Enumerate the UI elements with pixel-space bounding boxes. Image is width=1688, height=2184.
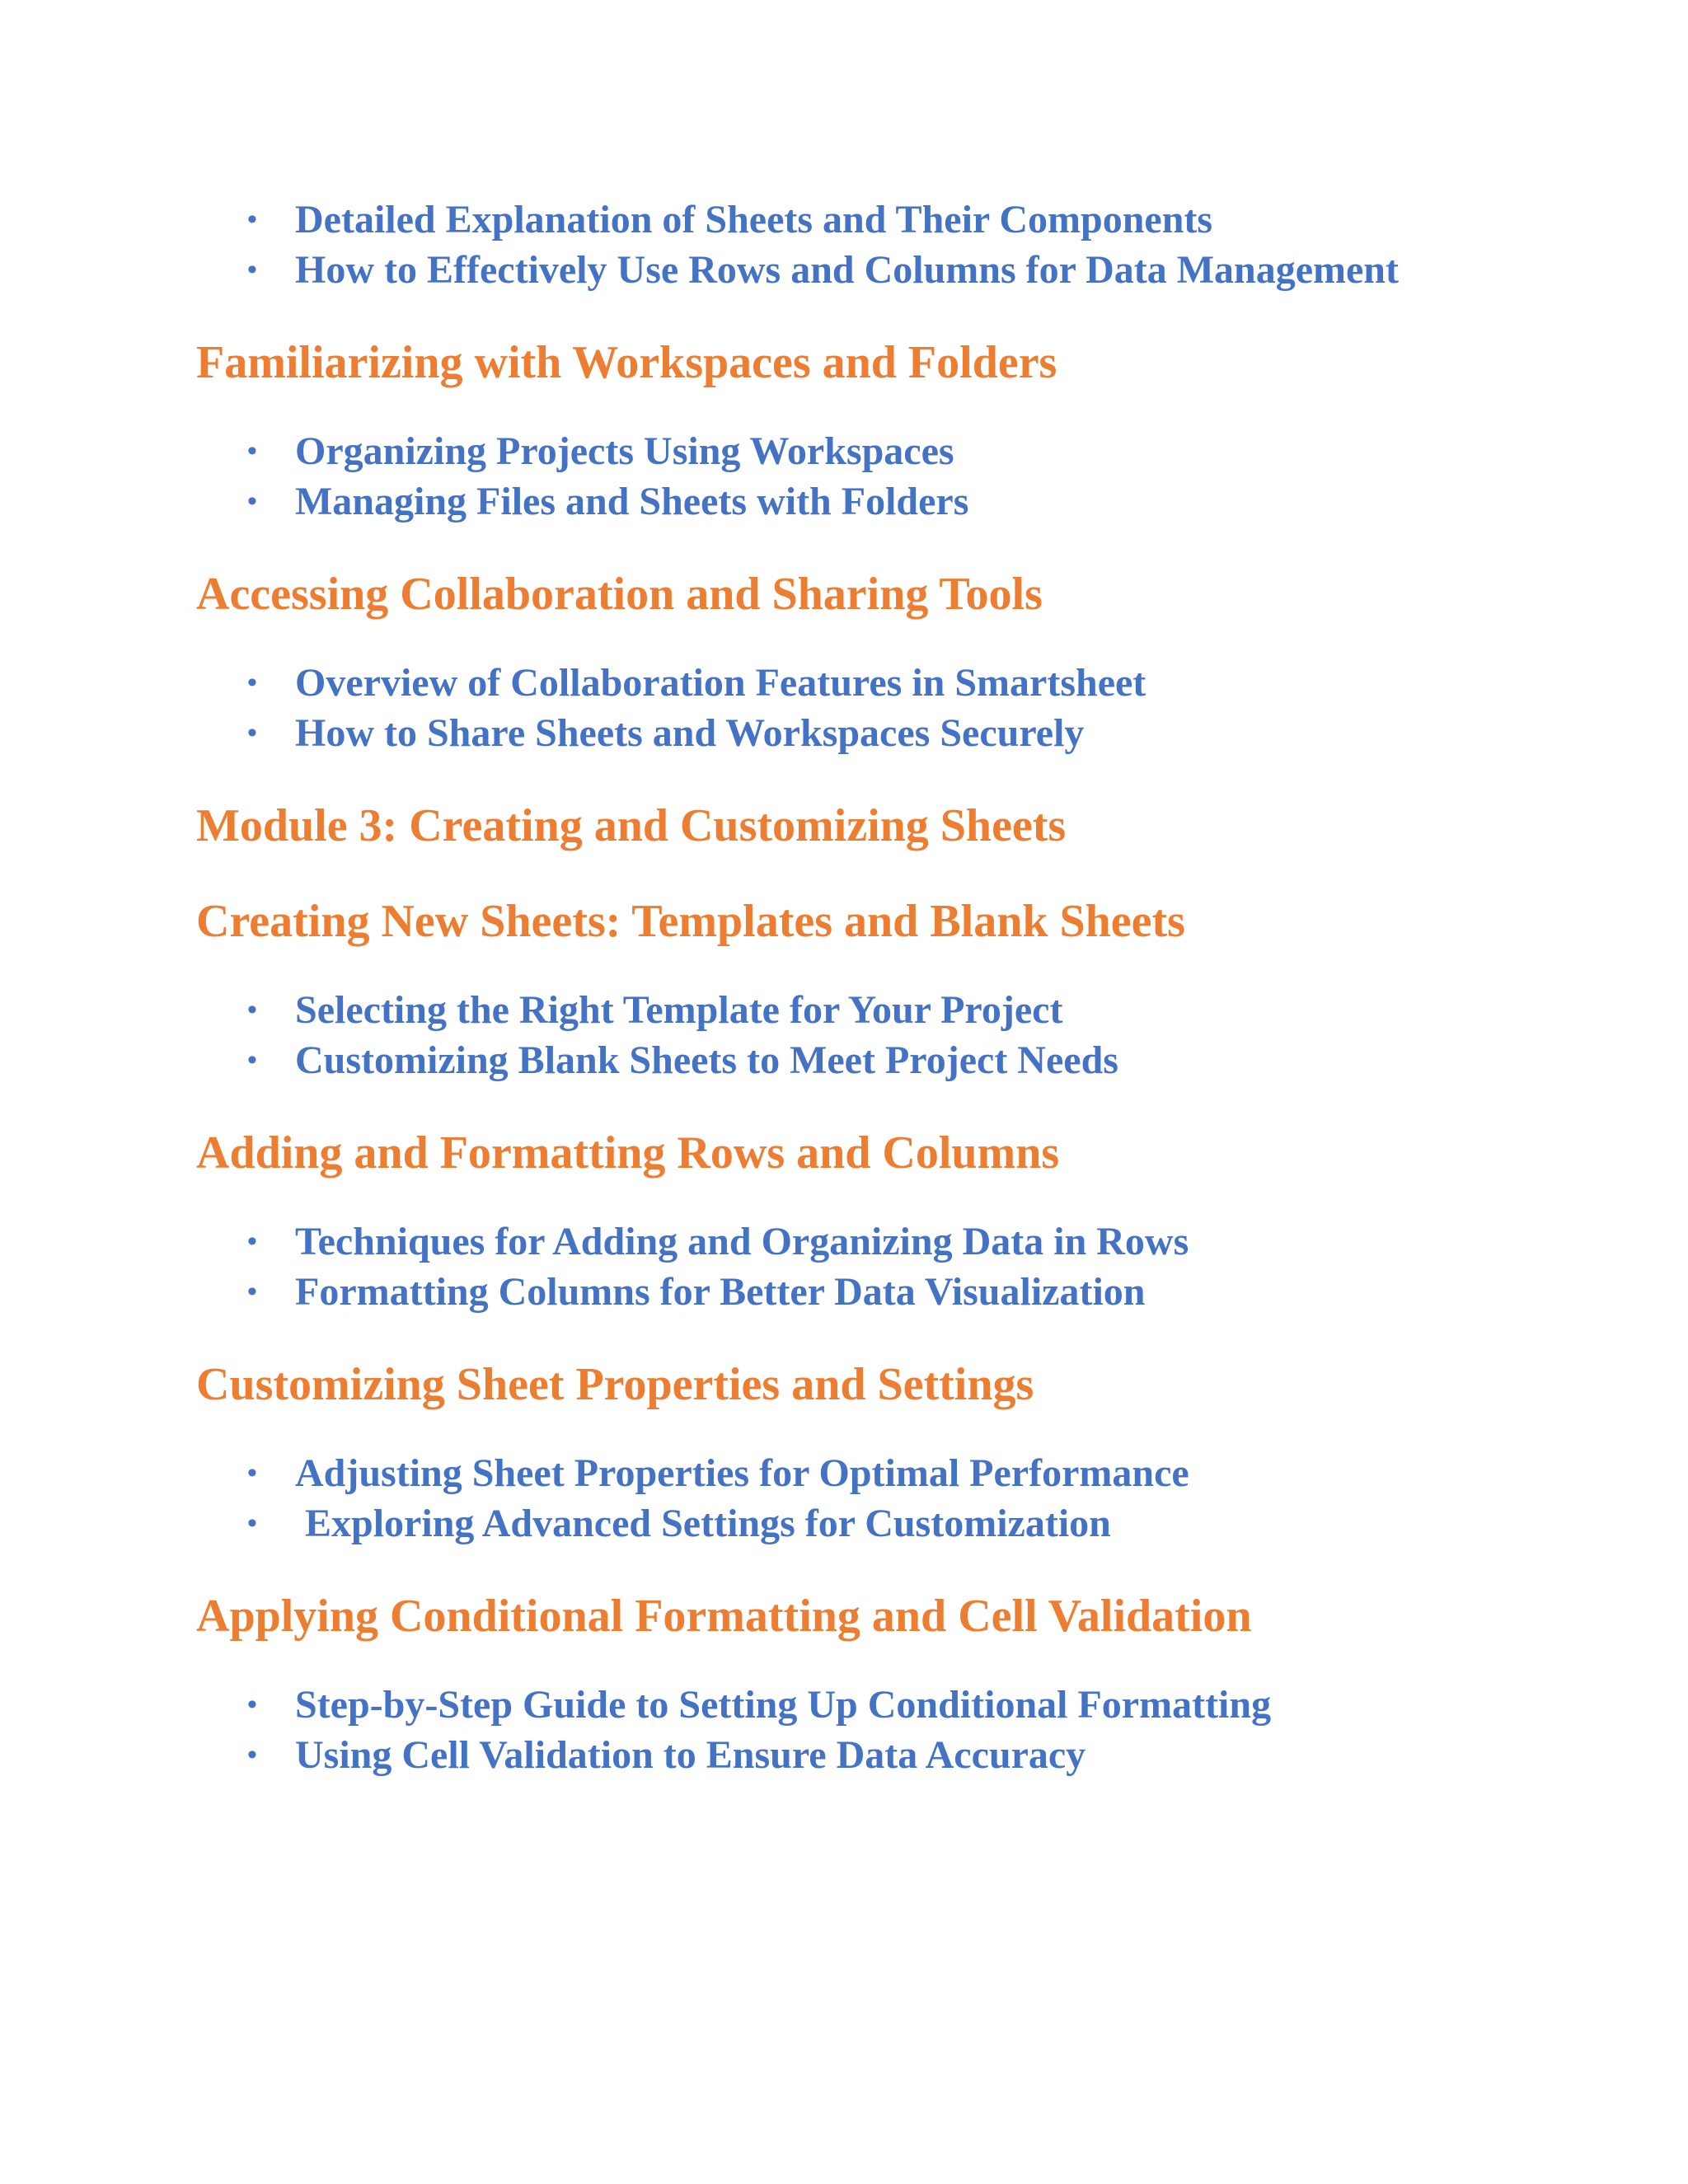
section-heading-workspaces-folders: Familiarizing with Workspaces and Folders (196, 337, 1057, 388)
list-item-text: Adjusting Sheet Properties for Optimal Performance (295, 1451, 1189, 1495)
bullet-icon: • (247, 1690, 257, 1720)
section-heading-sheet-properties: Customizing Sheet Properties and Settings (196, 1359, 1034, 1410)
list-item-text: Customizing Blank Sheets to Meet Project Needs (295, 1038, 1118, 1082)
bullet-icon: • (247, 1458, 257, 1488)
section-heading-creating-new-sheets: Creating New Sheets: Templates and Blank Sheets (196, 896, 1185, 947)
list-item (196, 708, 1498, 758)
list-item-text: Managing Files and Sheets with Folders (295, 480, 969, 523)
bullet-icon: • (247, 1740, 257, 1770)
list-item-text: Step-by-Step Guide to Setting Up Conditional Formatting (295, 1683, 1272, 1727)
list-item (196, 1216, 1498, 1267)
list-item-text: Selecting the Right Template for Your Project (295, 988, 1063, 1032)
document-content (196, 194, 1498, 1780)
bullet-icon: • (247, 1226, 257, 1257)
list-item-text: Techniques for Adding and Organizing Data in Rows (295, 1220, 1189, 1263)
section-heading-collaboration-sharing: Accessing Collaboration and Sharing Tools (196, 569, 1043, 620)
list-item (196, 194, 1498, 245)
list-item (196, 658, 1498, 708)
intro-bullet-list (196, 194, 1498, 295)
list-item (196, 1680, 1498, 1730)
list-item (196, 476, 1498, 527)
section-heading-conditional-formatting: Applying Conditional Formatting and Cell Validation (196, 1591, 1252, 1642)
list-item (196, 1267, 1498, 1317)
section-bullet-list (196, 658, 1498, 758)
section-bullet-list (196, 426, 1498, 527)
bullet-icon: • (247, 255, 257, 285)
module-heading: Module 3: Creating and Customizing Sheets (196, 800, 1067, 851)
list-item (196, 1498, 1498, 1549)
list-item-text: Formatting Columns for Better Data Visualization (295, 1270, 1146, 1314)
list-item-text: How to Share Sheets and Workspaces Securely (295, 711, 1085, 755)
bullet-icon: • (247, 1508, 257, 1539)
list-item-text: How to Effectively Use Rows and Columns for Data Management (295, 248, 1399, 292)
list-item (196, 1448, 1498, 1498)
list-item-text: Organizing Projects Using Workspaces (295, 429, 954, 473)
bullet-icon: • (247, 204, 257, 235)
list-item-text: Using Cell Validation to Ensure Data Accuracy (295, 1733, 1086, 1777)
bullet-icon: • (247, 486, 257, 517)
bullet-icon: • (247, 668, 257, 698)
list-item (196, 1035, 1498, 1085)
list-item-text: Detailed Explanation of Sheets and Their Components (295, 198, 1213, 241)
list-item (196, 245, 1498, 295)
section-bullet-list (196, 1216, 1498, 1317)
section-bullet-list (196, 1448, 1498, 1549)
list-item (196, 1730, 1498, 1780)
section-bullet-list (196, 1680, 1498, 1780)
bullet-icon: • (247, 436, 257, 466)
section-bullet-list (196, 985, 1498, 1085)
bullet-icon: • (247, 1277, 257, 1307)
bullet-icon: • (247, 718, 257, 748)
list-item-text: Exploring Advanced Settings for Customization (295, 1502, 1111, 1545)
section-heading-rows-columns: Adding and Formatting Rows and Columns (196, 1127, 1060, 1179)
list-item (196, 426, 1498, 476)
list-item (196, 985, 1498, 1035)
bullet-icon: • (247, 1045, 257, 1076)
list-item-text: Overview of Collaboration Features in Smartsheet (295, 661, 1146, 705)
bullet-icon: • (247, 995, 257, 1025)
